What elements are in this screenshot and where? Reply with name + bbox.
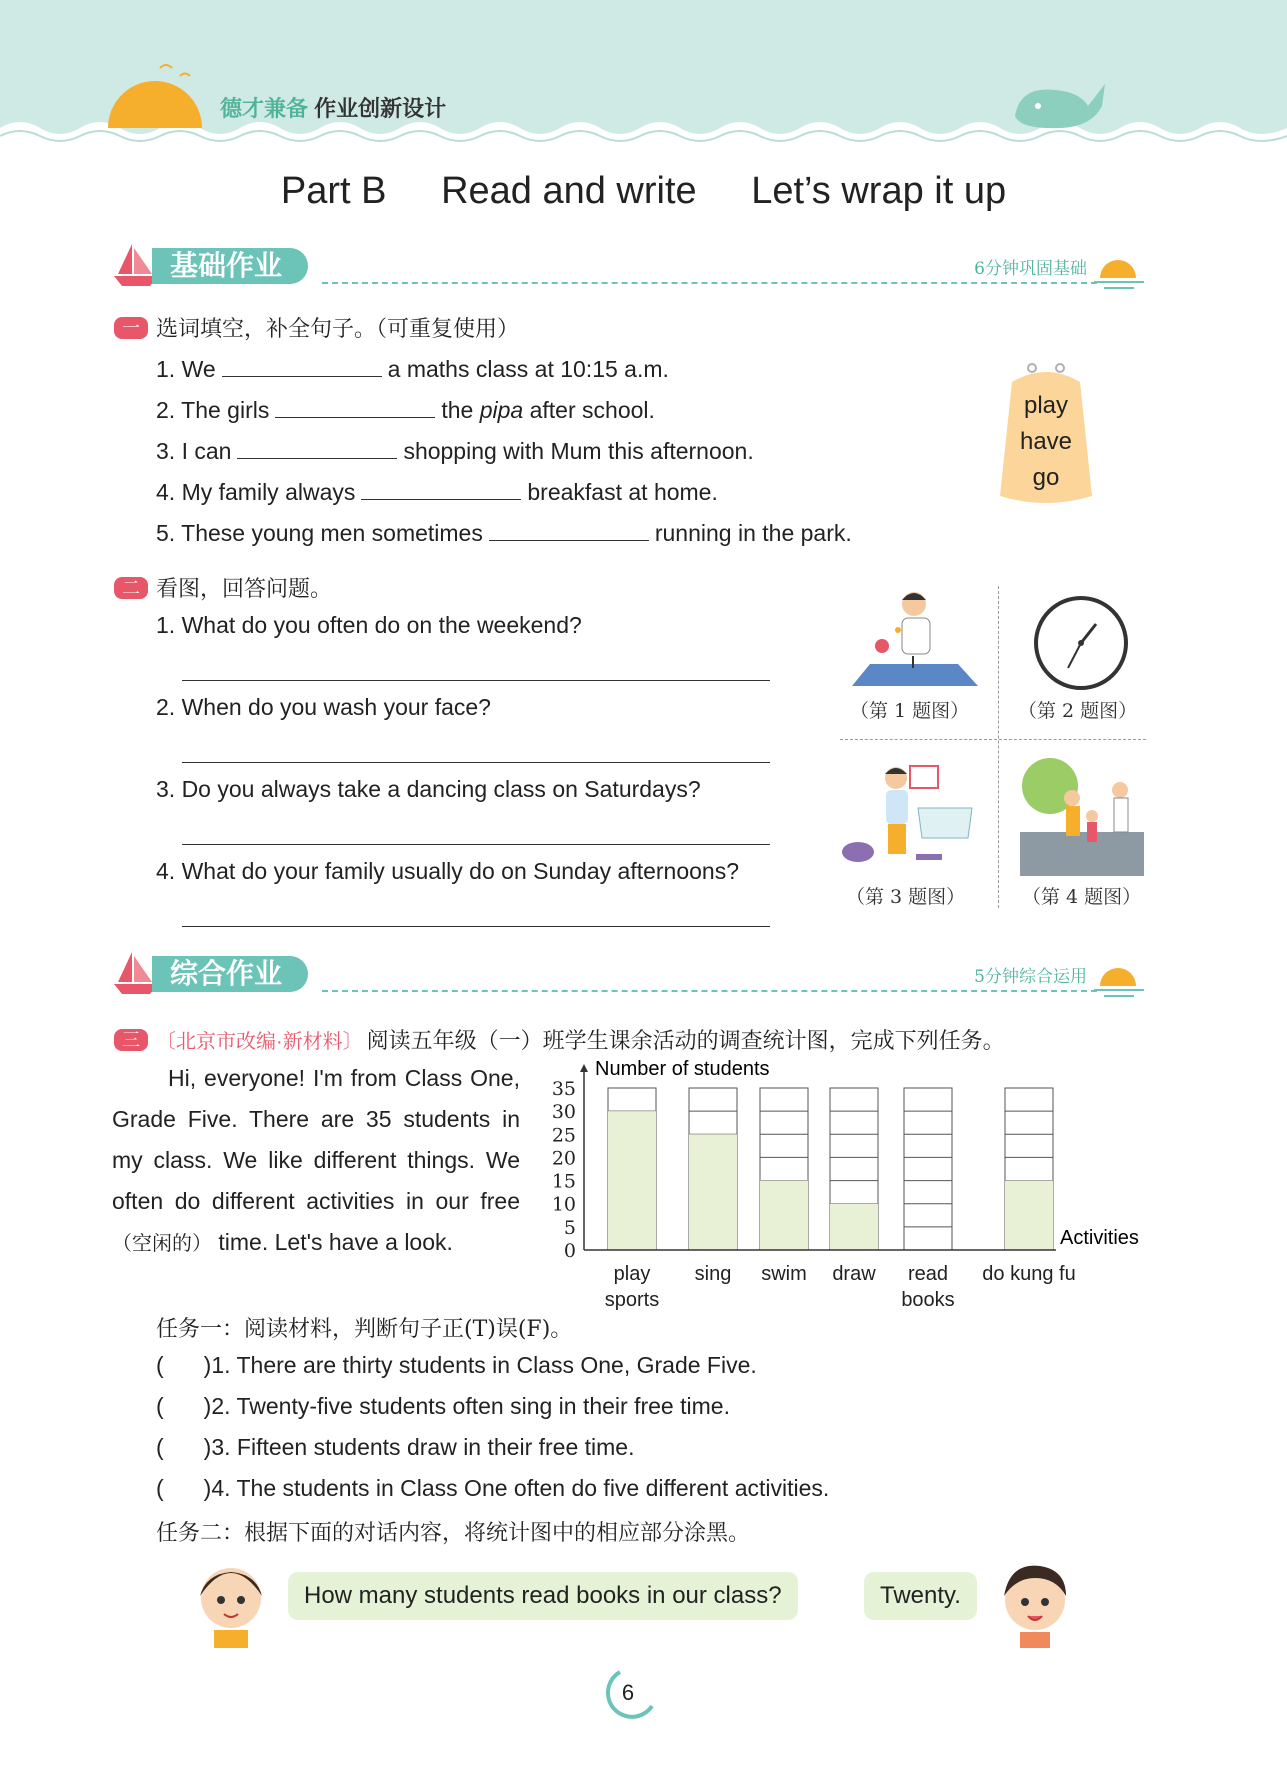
whale-icon [1010, 76, 1110, 132]
title-wrap-up: Let’s wrap it up [751, 170, 1007, 212]
picture-grid-divider [840, 739, 1146, 740]
passage-end: time. Let's have a look. [212, 1229, 453, 1255]
question-3-instruction: 阅读五年级（一）班学生课余活动的调查统计图，完成下列任务。 [366, 1028, 1005, 1053]
task-2-instruction: 任务二：根据下面的对话内容，将统计图中的相应部分涂黑。 [156, 1521, 751, 1546]
tf-number: )1. [203, 1352, 231, 1378]
reading-passage [112, 1058, 520, 1265]
brand-name: 德才兼备 [220, 96, 309, 121]
question-3-header [114, 1024, 1005, 1055]
question-number-badge: 二 [114, 577, 148, 599]
fill-item-2 [156, 395, 655, 424]
tf-number: )4. [203, 1475, 231, 1501]
tf-statement-3 [156, 1434, 634, 1461]
boy-avatar [990, 1556, 1080, 1648]
question-1-instruction: 选词填空，补全句子。（可重复使用） [156, 316, 520, 341]
clock-icon [1032, 594, 1130, 692]
tf-paren[interactable]: ( [156, 1352, 164, 1378]
ping-pong-boy-illustration [850, 586, 980, 692]
y-tick-label: 0 [563, 1240, 576, 1262]
bar-do-kung-fu [1005, 1181, 1053, 1250]
tf-number: )2. [203, 1393, 231, 1419]
word-option: go [1032, 464, 1060, 491]
figure-caption-1: （第 1 题图） [850, 700, 970, 722]
bar-sing [689, 1134, 737, 1250]
item-text: the [441, 397, 480, 423]
fill-item-1 [156, 354, 669, 383]
section-divider [322, 990, 1097, 992]
question-2-instruction: 看图，回答问题。 [156, 576, 333, 601]
title-part: Part B [280, 170, 387, 212]
y-axis-label: Number of students [595, 1058, 770, 1080]
tf-text: Fifteen students draw in their free time. [236, 1434, 635, 1460]
tf-statement-2 [156, 1393, 730, 1420]
item-text-italic: pipa [479, 397, 524, 423]
bar-draw [830, 1204, 878, 1250]
figure-caption-4: （第 4 题图） [1022, 886, 1142, 908]
question-2-header [114, 572, 332, 603]
y-tick-label: 5 [563, 1216, 576, 1239]
answer-line[interactable] [182, 844, 770, 845]
x-tick-label: swim [761, 1263, 807, 1285]
sunset-icon [1092, 252, 1147, 292]
x-tick-label: sports [604, 1289, 660, 1311]
x-tick-label: play [613, 1263, 651, 1285]
item-text: running in the park. [654, 520, 852, 546]
section-divider [322, 282, 1097, 284]
section-basic-tag: 6分钟巩固基础 [974, 259, 1087, 279]
x-tick-label: books [901, 1289, 955, 1311]
page-number: 6 [621, 1680, 635, 1705]
sunset-icon [1092, 960, 1147, 1000]
question-number-badge: 三 [114, 1029, 148, 1051]
answer-blank[interactable] [361, 477, 521, 500]
y-tick-label: 30 [551, 1101, 576, 1124]
answer-line[interactable] [182, 680, 770, 681]
q2-question-2: 2. When do you wash your face? [156, 694, 491, 720]
girl-avatar [186, 1556, 276, 1648]
answer-line[interactable] [182, 926, 770, 927]
bar-swim [760, 1181, 808, 1250]
tf-paren[interactable]: ( [156, 1434, 164, 1460]
item-text: a maths class at 10:15 a.m. [387, 356, 669, 382]
x-tick-label: read [907, 1263, 949, 1285]
y-tick-label: 25 [551, 1124, 576, 1147]
section-comprehensive-label: 综合作业 [152, 956, 308, 992]
bar-grid-frame [904, 1088, 952, 1250]
answer-blank[interactable] [489, 518, 649, 541]
sun-icon [100, 60, 210, 130]
task-1-instruction: 任务一：阅读材料，判断句子正(T)误(F)。 [156, 1317, 573, 1342]
passage-text: Hi, everyone! I'm from Class One, Grade Five. There are 35 students in my class. We like different things. We often do different activities in our free [112, 1065, 520, 1214]
speech-bubble-answer: Twenty. [864, 1572, 977, 1620]
question-source: 〔北京市改编·新材料〕 [156, 1031, 363, 1053]
tf-text: The students in Class One often do five different activities. [236, 1475, 830, 1501]
activities-bar-chart [540, 1056, 1160, 1312]
answer-blank[interactable] [237, 436, 397, 459]
answer-blank[interactable] [222, 354, 382, 377]
brand-title [220, 92, 446, 123]
word-bag [992, 388, 1100, 496]
figure-caption-3: （第 3 题图） [846, 886, 966, 908]
item-text: breakfast at home. [527, 479, 718, 505]
y-tick-label: 35 [551, 1078, 576, 1100]
tf-statement-1 [156, 1352, 757, 1379]
item-text: 1. We [156, 356, 216, 382]
bar-play [608, 1111, 656, 1250]
x-axis-label: Activities [1060, 1227, 1139, 1249]
section-basic-banner [112, 244, 1157, 290]
answer-line[interactable] [182, 762, 770, 763]
x-tick-label: draw [832, 1263, 876, 1285]
tf-number: )3. [203, 1434, 231, 1460]
q2-question-1: 1. What do you often do on the weekend? [156, 612, 582, 638]
section-comprehensive-banner [112, 952, 1157, 998]
section-comprehensive-tag: 5分钟综合运用 [974, 967, 1087, 987]
q2-question-3: 3. Do you always take a dancing class on Saturdays? [156, 776, 701, 802]
speech-bubble-question: How many students read books in our class? [288, 1572, 798, 1620]
brand-subtitle: 作业创新设计 [314, 96, 447, 121]
y-tick-label: 10 [551, 1193, 576, 1216]
item-text: 4. My family always [156, 479, 356, 505]
tf-text: Twenty-five students often sing in their free time. [236, 1393, 730, 1419]
tf-paren[interactable]: ( [156, 1475, 164, 1501]
title-read-write: Read and write [441, 170, 697, 212]
word-option: have [1019, 428, 1073, 455]
y-tick-label: 15 [551, 1170, 576, 1193]
question-1-header [114, 312, 519, 343]
question-number-badge: 一 [114, 317, 148, 339]
answer-blank[interactable] [275, 395, 435, 418]
tf-text: There are thirty students in Class One, Grade Five. [236, 1352, 757, 1378]
figure-caption-2: （第 2 题图） [1018, 700, 1138, 722]
q2-question-4: 4. What do your family usually do on Sunday afternoons? [156, 858, 740, 884]
page-title [0, 170, 1287, 213]
section-basic-label: 基础作业 [152, 248, 308, 284]
vacuuming-boy-illustration [838, 758, 978, 868]
tf-statement-4 [156, 1475, 829, 1502]
item-text: after school. [523, 397, 655, 423]
picture-grid-divider [998, 586, 999, 908]
fill-item-3 [156, 436, 754, 465]
item-text: 2. The girls [156, 397, 270, 423]
x-tick-label: sing [694, 1263, 732, 1285]
fill-item-5 [156, 518, 852, 547]
fill-item-4 [156, 477, 718, 506]
x-tick-label: do kung fu [982, 1263, 1076, 1285]
item-text: shopping with Mum this afternoon. [403, 438, 754, 464]
tf-paren[interactable]: ( [156, 1393, 164, 1419]
family-walking-illustration [1020, 756, 1144, 876]
y-tick-label: 20 [551, 1147, 576, 1170]
y-axis-arrow [580, 1064, 588, 1072]
word-option: play [1023, 392, 1069, 419]
item-text: 3. I can [156, 438, 232, 464]
passage-note: （空闲的） [112, 1233, 212, 1255]
item-text: 5. These young men sometimes [156, 520, 483, 546]
